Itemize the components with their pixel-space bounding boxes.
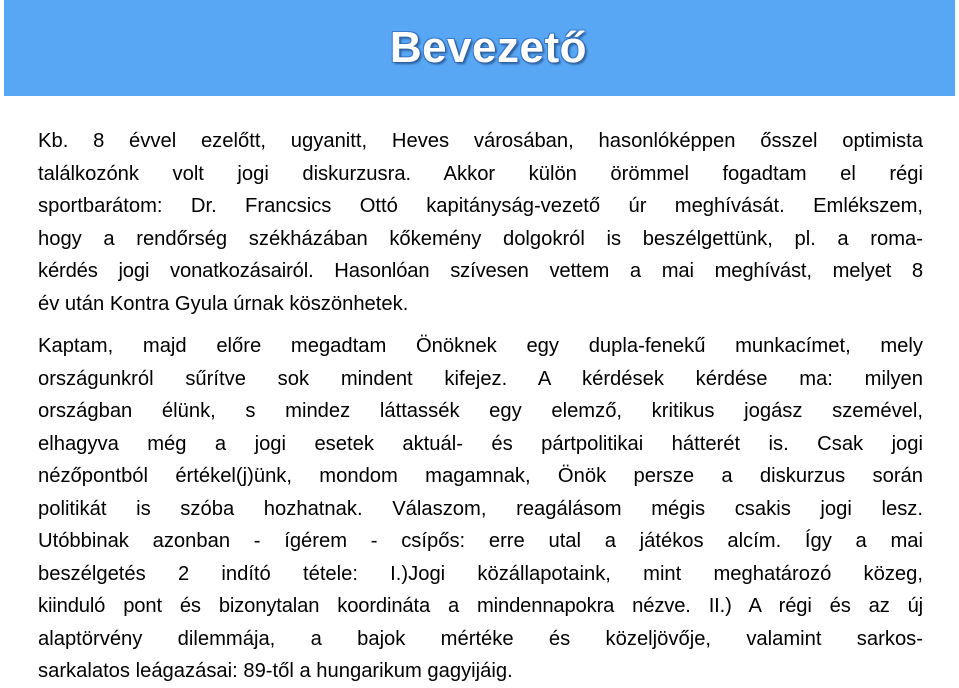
title-banner	[4, 0, 955, 96]
text-line: politikát is szóba hozhatnak. Válaszom, reagálásom mégis csakis jogi lesz.	[38, 497, 923, 520]
text-line: kérdés jogi vonatkozásairól. Hasonlóan szívesen vettem a mai meghívást, melyet 8	[38, 260, 923, 282]
paragraph-1	[38, 125, 923, 320]
text-line: nézőpontból értékel(j)ünk, mondom magamnak, Önök persze a diskurzus során	[38, 465, 923, 487]
text-line: év után Kontra Gyula úrnak köszönhetek.	[38, 292, 409, 315]
slide-title: Bevezető	[389, 23, 587, 72]
text-line: sportbarátom: Dr. Francsics Ottó kapitányság-vezető úr meghívását. Emlékszem,	[38, 195, 923, 217]
text-line: sarkalatos leágazásai: 89-től a hungarikum gagyijáig.	[38, 660, 513, 682]
text-line: Utóbbinak azonban - ígérem - csípős: erre utal a játékos alcím. Így a mai	[38, 530, 923, 552]
text-line: Kb. 8 évvel ezelőtt, ugyanitt, Heves városában, hasonlóképpen ősszel optimista	[38, 130, 923, 152]
slide-body	[38, 125, 923, 688]
text-line: beszélgetés 2 indító tétele: I.)Jogi közállapotaink, mint meghatározó közeg,	[38, 562, 923, 585]
text-line: országunkról sűrítve sok mindent kifejez. A kérdések kérdése ma: milyen	[38, 367, 923, 390]
text-line: találkozónk volt jogi diskurzusra. Akkor külön örömmel fogadtam el régi	[38, 162, 923, 185]
text-line: elhagyva még a jogi esetek aktuál- és pártpolitikai hátterét is. Csak jogi	[38, 432, 923, 455]
text-line: alaptörvény dilemmája, a bajok mértéke és közeljövője, valamint sarkos-	[38, 627, 923, 650]
text-line: kiinduló pont és bizonytalan koordináta a mindennapokra nézve. II.) A régi és az új	[38, 595, 923, 617]
text-line: Kaptam, majd előre megadtam Önöknek egy dupla-fenekű munkacímet, mely	[38, 335, 923, 357]
text-line: országban élünk, s mindez láttassék egy elemző, kritikus jogász szemével,	[38, 400, 923, 422]
paragraph-2	[38, 330, 923, 688]
text-line: hogy a rendőrség székházában kőkemény dolgokról is beszélgettünk, pl. a roma-	[38, 227, 923, 250]
